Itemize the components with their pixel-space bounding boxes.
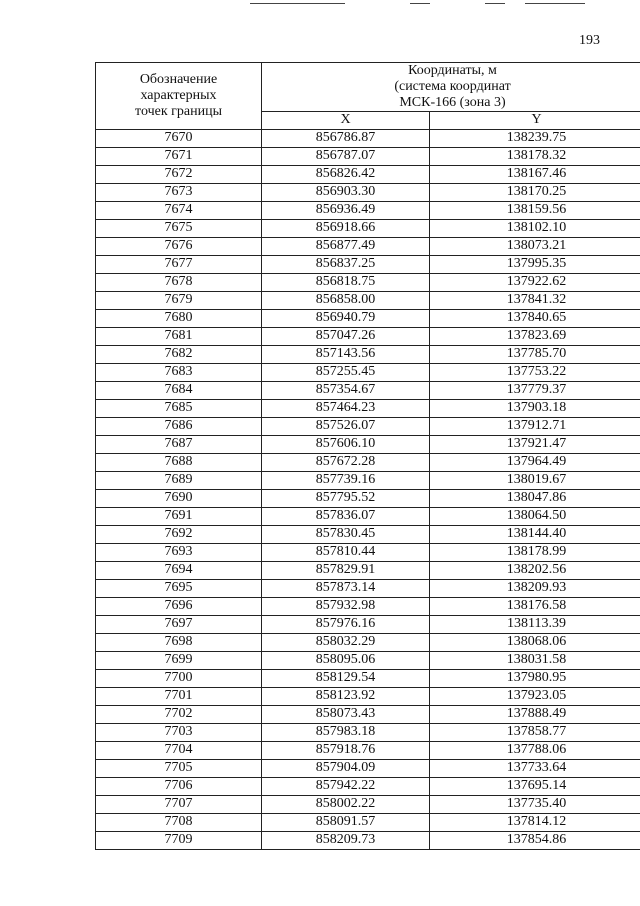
- table-row: [96, 382, 640, 400]
- table-row: [96, 760, 640, 778]
- point-cell: 7671: [96, 148, 262, 166]
- x-cell: 857942.22: [262, 778, 430, 796]
- table-row: [96, 688, 640, 706]
- x-cell: 856858.00: [262, 292, 430, 310]
- table-row: [96, 526, 640, 544]
- y-column-header: Y: [430, 112, 640, 130]
- x-cell: 858129.54: [262, 670, 430, 688]
- point-cell: 7709: [96, 832, 262, 850]
- table-row: [96, 130, 640, 148]
- point-cell: 7675: [96, 220, 262, 238]
- page-number: 193: [579, 33, 600, 48]
- y-cell: 138159.56: [430, 202, 640, 220]
- y-cell: 137921.47: [430, 436, 640, 454]
- point-cell: 7691: [96, 508, 262, 526]
- y-cell: 137695.14: [430, 778, 640, 796]
- point-cell: 7673: [96, 184, 262, 202]
- x-cell: 857143.56: [262, 346, 430, 364]
- table-row: [96, 562, 640, 580]
- coords-header-line: (система координат: [394, 79, 511, 94]
- point-cell: 7704: [96, 742, 262, 760]
- point-cell: 7683: [96, 364, 262, 382]
- table-row: [96, 400, 640, 418]
- table-row: [96, 742, 640, 760]
- x-cell: 857932.98: [262, 598, 430, 616]
- y-cell: 138073.21: [430, 238, 640, 256]
- table-row: [96, 148, 640, 166]
- x-cell: 856818.75: [262, 274, 430, 292]
- y-cell: 138170.25: [430, 184, 640, 202]
- y-cell: 137888.49: [430, 706, 640, 724]
- point-cell: 7682: [96, 346, 262, 364]
- point-cell: 7689: [96, 472, 262, 490]
- x-cell: 857836.07: [262, 508, 430, 526]
- point-cell: 7674: [96, 202, 262, 220]
- table-row: [96, 778, 640, 796]
- y-cell: 138167.46: [430, 166, 640, 184]
- top-rule-mid2: [485, 3, 505, 4]
- x-cell: 857526.07: [262, 418, 430, 436]
- x-cell: 857464.23: [262, 400, 430, 418]
- point-cell: 7706: [96, 778, 262, 796]
- point-header-line: Обозначение: [139, 72, 218, 87]
- y-cell: 138176.58: [430, 598, 640, 616]
- table-row: [96, 598, 640, 616]
- table-body: [96, 130, 640, 850]
- point-cell: 7696: [96, 598, 262, 616]
- point-cell: 7680: [96, 310, 262, 328]
- y-cell: 137840.65: [430, 310, 640, 328]
- point-cell: 7701: [96, 688, 262, 706]
- y-cell: 138031.58: [430, 652, 640, 670]
- y-cell: 138178.99: [430, 544, 640, 562]
- table-row: [96, 490, 640, 508]
- table-row: [96, 814, 640, 832]
- x-cell: 858091.57: [262, 814, 430, 832]
- y-cell: 138102.10: [430, 220, 640, 238]
- table-row: [96, 544, 640, 562]
- x-cell: 857255.45: [262, 364, 430, 382]
- x-cell: 857606.10: [262, 436, 430, 454]
- coords-header-line: МСК-166 (зона 3): [399, 95, 506, 110]
- table-row: [96, 256, 640, 274]
- point-cell: 7692: [96, 526, 262, 544]
- table-row: [96, 670, 640, 688]
- table-row: [96, 238, 640, 256]
- point-column-header: [96, 63, 262, 130]
- x-column-header: X: [262, 112, 430, 130]
- point-cell: 7676: [96, 238, 262, 256]
- top-rule-mid: [410, 3, 430, 4]
- point-cell: 7678: [96, 274, 262, 292]
- x-cell: 857795.52: [262, 490, 430, 508]
- y-cell: 138209.93: [430, 580, 640, 598]
- point-cell: 7708: [96, 814, 262, 832]
- table-row: [96, 436, 640, 454]
- x-cell: 858002.22: [262, 796, 430, 814]
- table-row: [96, 364, 640, 382]
- table-row: [96, 184, 640, 202]
- point-header-line: точек границы: [135, 104, 222, 119]
- x-cell: 858073.43: [262, 706, 430, 724]
- x-cell: 856903.30: [262, 184, 430, 202]
- table-row: [96, 454, 640, 472]
- table-row: [96, 832, 640, 850]
- y-cell: 137779.37: [430, 382, 640, 400]
- x-cell: 856936.49: [262, 202, 430, 220]
- y-cell: 138068.06: [430, 634, 640, 652]
- x-cell: 857873.14: [262, 580, 430, 598]
- x-cell: 857829.91: [262, 562, 430, 580]
- table-row: [96, 202, 640, 220]
- y-cell: 137841.32: [430, 292, 640, 310]
- point-cell: 7685: [96, 400, 262, 418]
- point-cell: 7695: [96, 580, 262, 598]
- point-cell: 7690: [96, 490, 262, 508]
- x-cell: 857976.16: [262, 616, 430, 634]
- y-cell: 137923.05: [430, 688, 640, 706]
- point-cell: 7705: [96, 760, 262, 778]
- x-cell: 857810.44: [262, 544, 430, 562]
- point-cell: 7687: [96, 436, 262, 454]
- table-row: [96, 310, 640, 328]
- x-cell: 856826.42: [262, 166, 430, 184]
- table-row: [96, 724, 640, 742]
- top-rule-right: [525, 3, 585, 4]
- x-cell: 857739.16: [262, 472, 430, 490]
- x-cell: 856918.66: [262, 220, 430, 238]
- y-cell: 137854.86: [430, 832, 640, 850]
- point-cell: 7702: [96, 706, 262, 724]
- y-cell: 137980.95: [430, 670, 640, 688]
- table-row: [96, 346, 640, 364]
- y-cell: 137964.49: [430, 454, 640, 472]
- table-row: [96, 166, 640, 184]
- y-cell: 137788.06: [430, 742, 640, 760]
- point-cell: 7672: [96, 166, 262, 184]
- point-cell: 7698: [96, 634, 262, 652]
- point-cell: 7686: [96, 418, 262, 436]
- table-row: [96, 274, 640, 292]
- y-cell: 138019.67: [430, 472, 640, 490]
- x-cell: 857354.67: [262, 382, 430, 400]
- x-cell: 858209.73: [262, 832, 430, 850]
- table-row: [96, 328, 640, 346]
- table-row: [96, 616, 640, 634]
- point-cell: 7679: [96, 292, 262, 310]
- x-cell: 857830.45: [262, 526, 430, 544]
- point-cell: 7670: [96, 130, 262, 148]
- y-cell: 137814.12: [430, 814, 640, 832]
- x-cell: 856940.79: [262, 310, 430, 328]
- point-cell: 7697: [96, 616, 262, 634]
- y-cell: 137922.62: [430, 274, 640, 292]
- point-cell: 7688: [96, 454, 262, 472]
- table-row: [96, 652, 640, 670]
- x-cell: 857047.26: [262, 328, 430, 346]
- point-cell: 7677: [96, 256, 262, 274]
- x-cell: 857904.09: [262, 760, 430, 778]
- y-cell: 137903.18: [430, 400, 640, 418]
- y-cell: 137995.35: [430, 256, 640, 274]
- x-cell: 857918.76: [262, 742, 430, 760]
- x-cell: 858095.06: [262, 652, 430, 670]
- coords-header-line: Координаты, м: [408, 63, 497, 78]
- y-cell: 138144.40: [430, 526, 640, 544]
- point-cell: 7703: [96, 724, 262, 742]
- x-cell: 857983.18: [262, 724, 430, 742]
- point-cell: 7684: [96, 382, 262, 400]
- y-cell: 137733.64: [430, 760, 640, 778]
- x-cell: 856786.87: [262, 130, 430, 148]
- table-row: [96, 220, 640, 238]
- y-cell: 138113.39: [430, 616, 640, 634]
- point-cell: 7681: [96, 328, 262, 346]
- top-rule-left: [250, 3, 345, 4]
- y-cell: 138064.50: [430, 508, 640, 526]
- y-cell: 137735.40: [430, 796, 640, 814]
- point-cell: 7700: [96, 670, 262, 688]
- x-cell: 856877.49: [262, 238, 430, 256]
- coordinates-table: [95, 62, 640, 850]
- table-row: [96, 634, 640, 652]
- point-header-line: характерных: [140, 88, 217, 103]
- x-cell: 858032.29: [262, 634, 430, 652]
- table-row: [96, 508, 640, 526]
- coordinates-group-header: [262, 63, 640, 112]
- table-row: [96, 292, 640, 310]
- y-cell: 137858.77: [430, 724, 640, 742]
- x-cell: 856787.07: [262, 148, 430, 166]
- table-row: [96, 796, 640, 814]
- x-cell: 856837.25: [262, 256, 430, 274]
- point-cell: 7694: [96, 562, 262, 580]
- y-cell: 138047.86: [430, 490, 640, 508]
- point-cell: 7699: [96, 652, 262, 670]
- table-row: [96, 472, 640, 490]
- y-cell: 138202.56: [430, 562, 640, 580]
- x-cell: 858123.92: [262, 688, 430, 706]
- point-cell: 7707: [96, 796, 262, 814]
- table-row: [96, 580, 640, 598]
- y-cell: 138178.32: [430, 148, 640, 166]
- y-cell: 137785.70: [430, 346, 640, 364]
- y-cell: 138239.75: [430, 130, 640, 148]
- y-cell: 137823.69: [430, 328, 640, 346]
- table-row: [96, 418, 640, 436]
- y-cell: 137753.22: [430, 364, 640, 382]
- table-row: [96, 706, 640, 724]
- point-cell: 7693: [96, 544, 262, 562]
- y-cell: 137912.71: [430, 418, 640, 436]
- x-cell: 857672.28: [262, 454, 430, 472]
